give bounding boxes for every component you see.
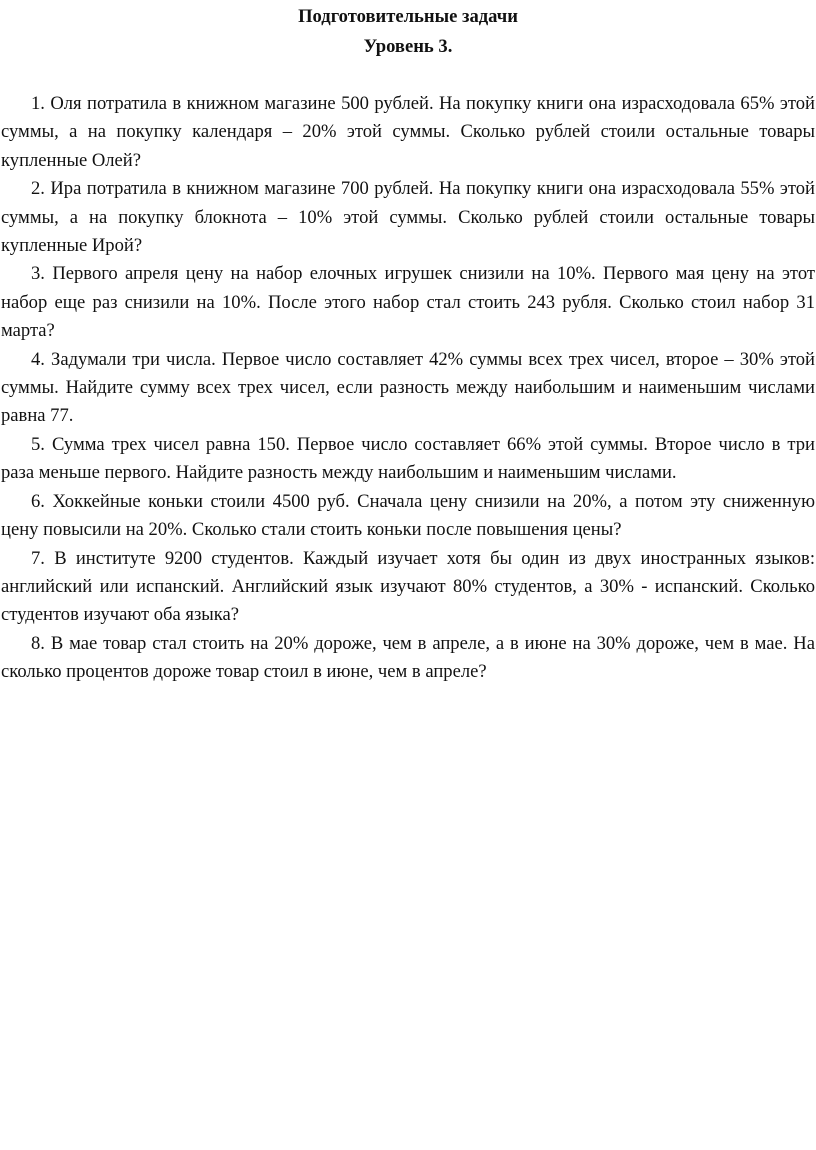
level-heading: Уровень 3. bbox=[363, 36, 453, 57]
task-number: 6. bbox=[31, 490, 45, 512]
task-text: Оля потратила в книжном магазине 500 рублей. На покупку книги она израсходовала 65% этой суммы, а на покупку календаря – 20% этой суммы. Сколько рублей стоили остальные товары купленные Олей? bbox=[1, 93, 815, 171]
task-number: 1. bbox=[31, 93, 45, 114]
document-title: Подготовительные задачи bbox=[298, 6, 518, 27]
task-number: 2. bbox=[31, 178, 45, 200]
task-text: В институте 9200 студентов. Каждый изучает хотя бы один из двух иностранных языков: английский или испанский. Английский язык изучают 80% студентов, а 30% - испанский. Сколько студентов изучают оба языка? bbox=[1, 547, 815, 626]
task-text: Первого апреля цену на набор елочных игрушек снизили на 10%. Первого мая цену на этот набор еще раз снизили на 10%. После этого набор стал стоить 243 рубля. Сколько стоил набор 31 марта? bbox=[1, 263, 815, 342]
task-number: 8. bbox=[31, 632, 45, 654]
task-item-4 bbox=[1, 346, 815, 431]
task-text: Хоккейные коньки стоили 4500 руб. Сначала цену снизили на 20%, а потом эту сниженную цену повысили на 20%. Сколько стали стоить коньки после повышения цены? bbox=[1, 490, 815, 541]
task-item-8 bbox=[1, 630, 815, 687]
task-number: 7. bbox=[31, 547, 45, 569]
task-item-6 bbox=[1, 488, 815, 545]
task-list bbox=[1, 90, 815, 687]
task-text: Сумма трех чисел равна 150. Первое число составляет 66% этой суммы. Второе число в три раза меньше первого. Найдите разность между наибольшим и наименьшим числами. bbox=[1, 433, 815, 484]
task-number: 3. bbox=[31, 263, 45, 285]
task-text: В мае товар стал стоить на 20% дороже, чем в апреле, а в июне на 30% дороже, чем в мае. На сколько процентов дороже товар стоил в июне, чем в апреле? bbox=[1, 632, 815, 683]
task-item-3 bbox=[1, 260, 815, 345]
task-text: Задумали три числа. Первое число составляет 42% суммы всех трех чисел, второе – 30% этой суммы. Найдите сумму всех трех чисел, если разность между наибольшим и наименьшим числами равна 77. bbox=[1, 348, 815, 427]
task-number: 4. bbox=[31, 348, 45, 370]
task-number: 5. bbox=[31, 433, 45, 455]
task-text: Ира потратила в книжном магазине 700 рублей. На покупку книги она израсходовала 55% этой суммы, а на покупку блокнота – 10% этой суммы. Сколько рублей стоили остальные товары купленные Ирой? bbox=[1, 178, 815, 257]
task-item-5 bbox=[1, 431, 815, 488]
task-item-7 bbox=[1, 545, 815, 630]
task-item-2 bbox=[1, 175, 815, 260]
task-item-1 bbox=[1, 90, 815, 175]
